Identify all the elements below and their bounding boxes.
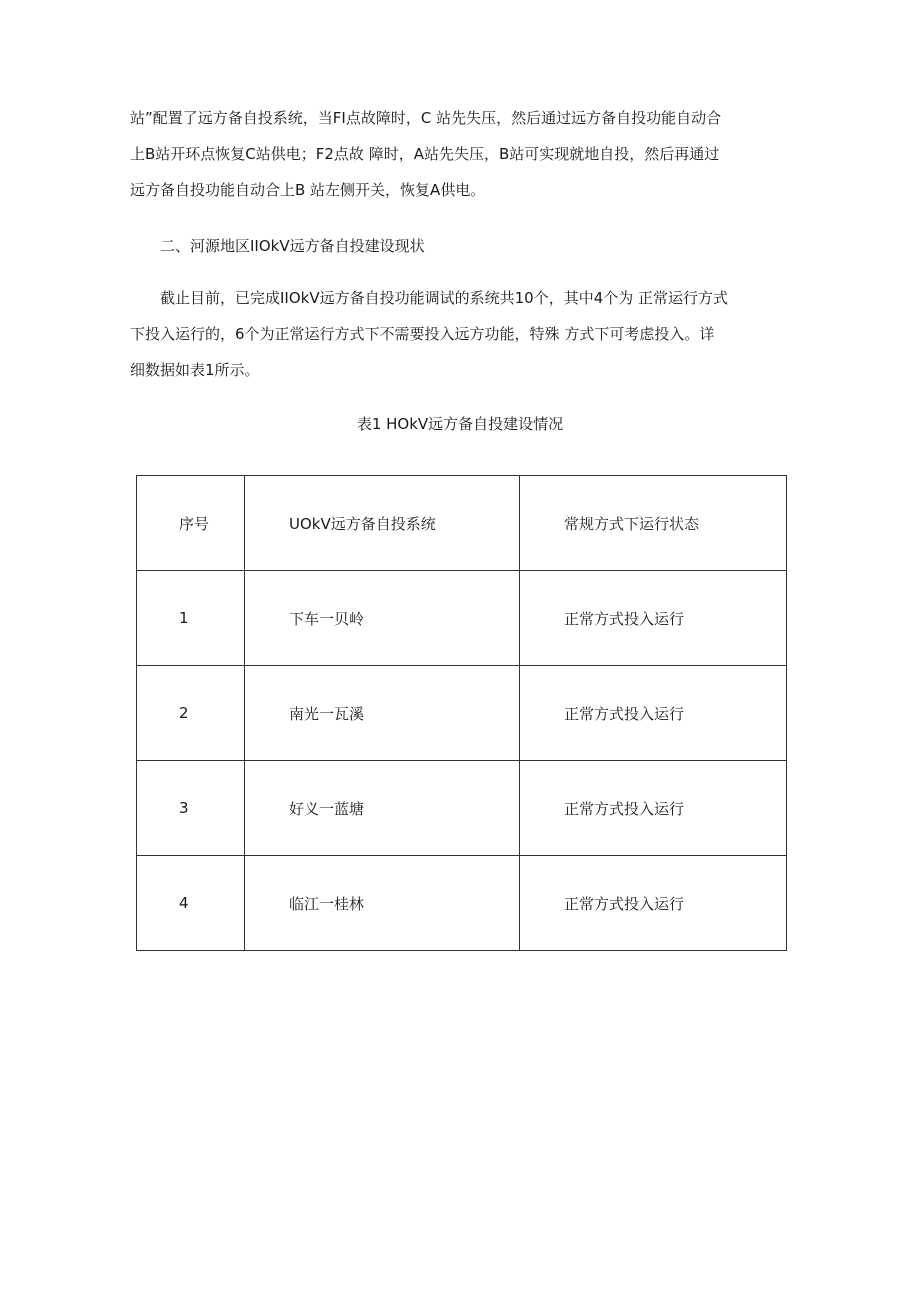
- paragraph-line: 远方备自投功能自动合上B 站左侧开关，恢复A供电。: [130, 181, 486, 199]
- cell-index: 1: [137, 571, 245, 666]
- cell-system: 临江一桂林: [245, 856, 520, 951]
- paragraph-line: 上B站开环点恢复C站供电；F2点故 障时，A站先失压，B站可实现就地自投，然后再通过: [130, 145, 720, 163]
- cell-index: 3: [137, 761, 245, 856]
- section-heading: 二、河源地区IIOkV远方备自投建设现状: [160, 237, 425, 255]
- cell-index: 4: [137, 856, 245, 951]
- header-cell-status: 常规方式下运行状态: [520, 476, 787, 571]
- table-row: [137, 761, 787, 856]
- paragraph-remote-backup-description: [130, 100, 810, 208]
- cell-status: 正常方式投入运行: [520, 761, 787, 856]
- cell-system: 好义一蓝塘: [245, 761, 520, 856]
- cell-system: 下车一贝岭: [245, 571, 520, 666]
- table-row: [137, 666, 787, 761]
- header-cell-system: UOkV远方备自投系统: [245, 476, 520, 571]
- paragraph-line: 细数据如表1所示。: [130, 361, 260, 379]
- paragraph-status-summary: [130, 280, 810, 388]
- header-cell-index: 序号: [137, 476, 245, 571]
- cell-status: 正常方式投入运行: [520, 571, 787, 666]
- construction-status-table: [136, 475, 787, 951]
- table-row: [137, 856, 787, 951]
- table-header-row: [137, 476, 787, 571]
- paragraph-line: 站”配置了远方备自投系统，当FI点故障时，C 站先失压，然后通过远方备自投功能自动合: [130, 109, 722, 127]
- cell-system: 南光一瓦溪: [245, 666, 520, 761]
- paragraph-line: 下投入运行的，6个为正常运行方式下不需要投入远方功能，特殊 方式下可考虑投入。详: [130, 325, 715, 343]
- table-row: [137, 571, 787, 666]
- cell-index: 2: [137, 666, 245, 761]
- table-caption: 表1 HOkV远方备自投建设情况: [356, 415, 564, 433]
- cell-status: 正常方式投入运行: [520, 666, 787, 761]
- cell-status: 正常方式投入运行: [520, 856, 787, 951]
- paragraph-line: 截止目前，已完成IIOkV远方备自投功能调试的系统共10个，其中4个为 正常运行方式: [160, 289, 729, 307]
